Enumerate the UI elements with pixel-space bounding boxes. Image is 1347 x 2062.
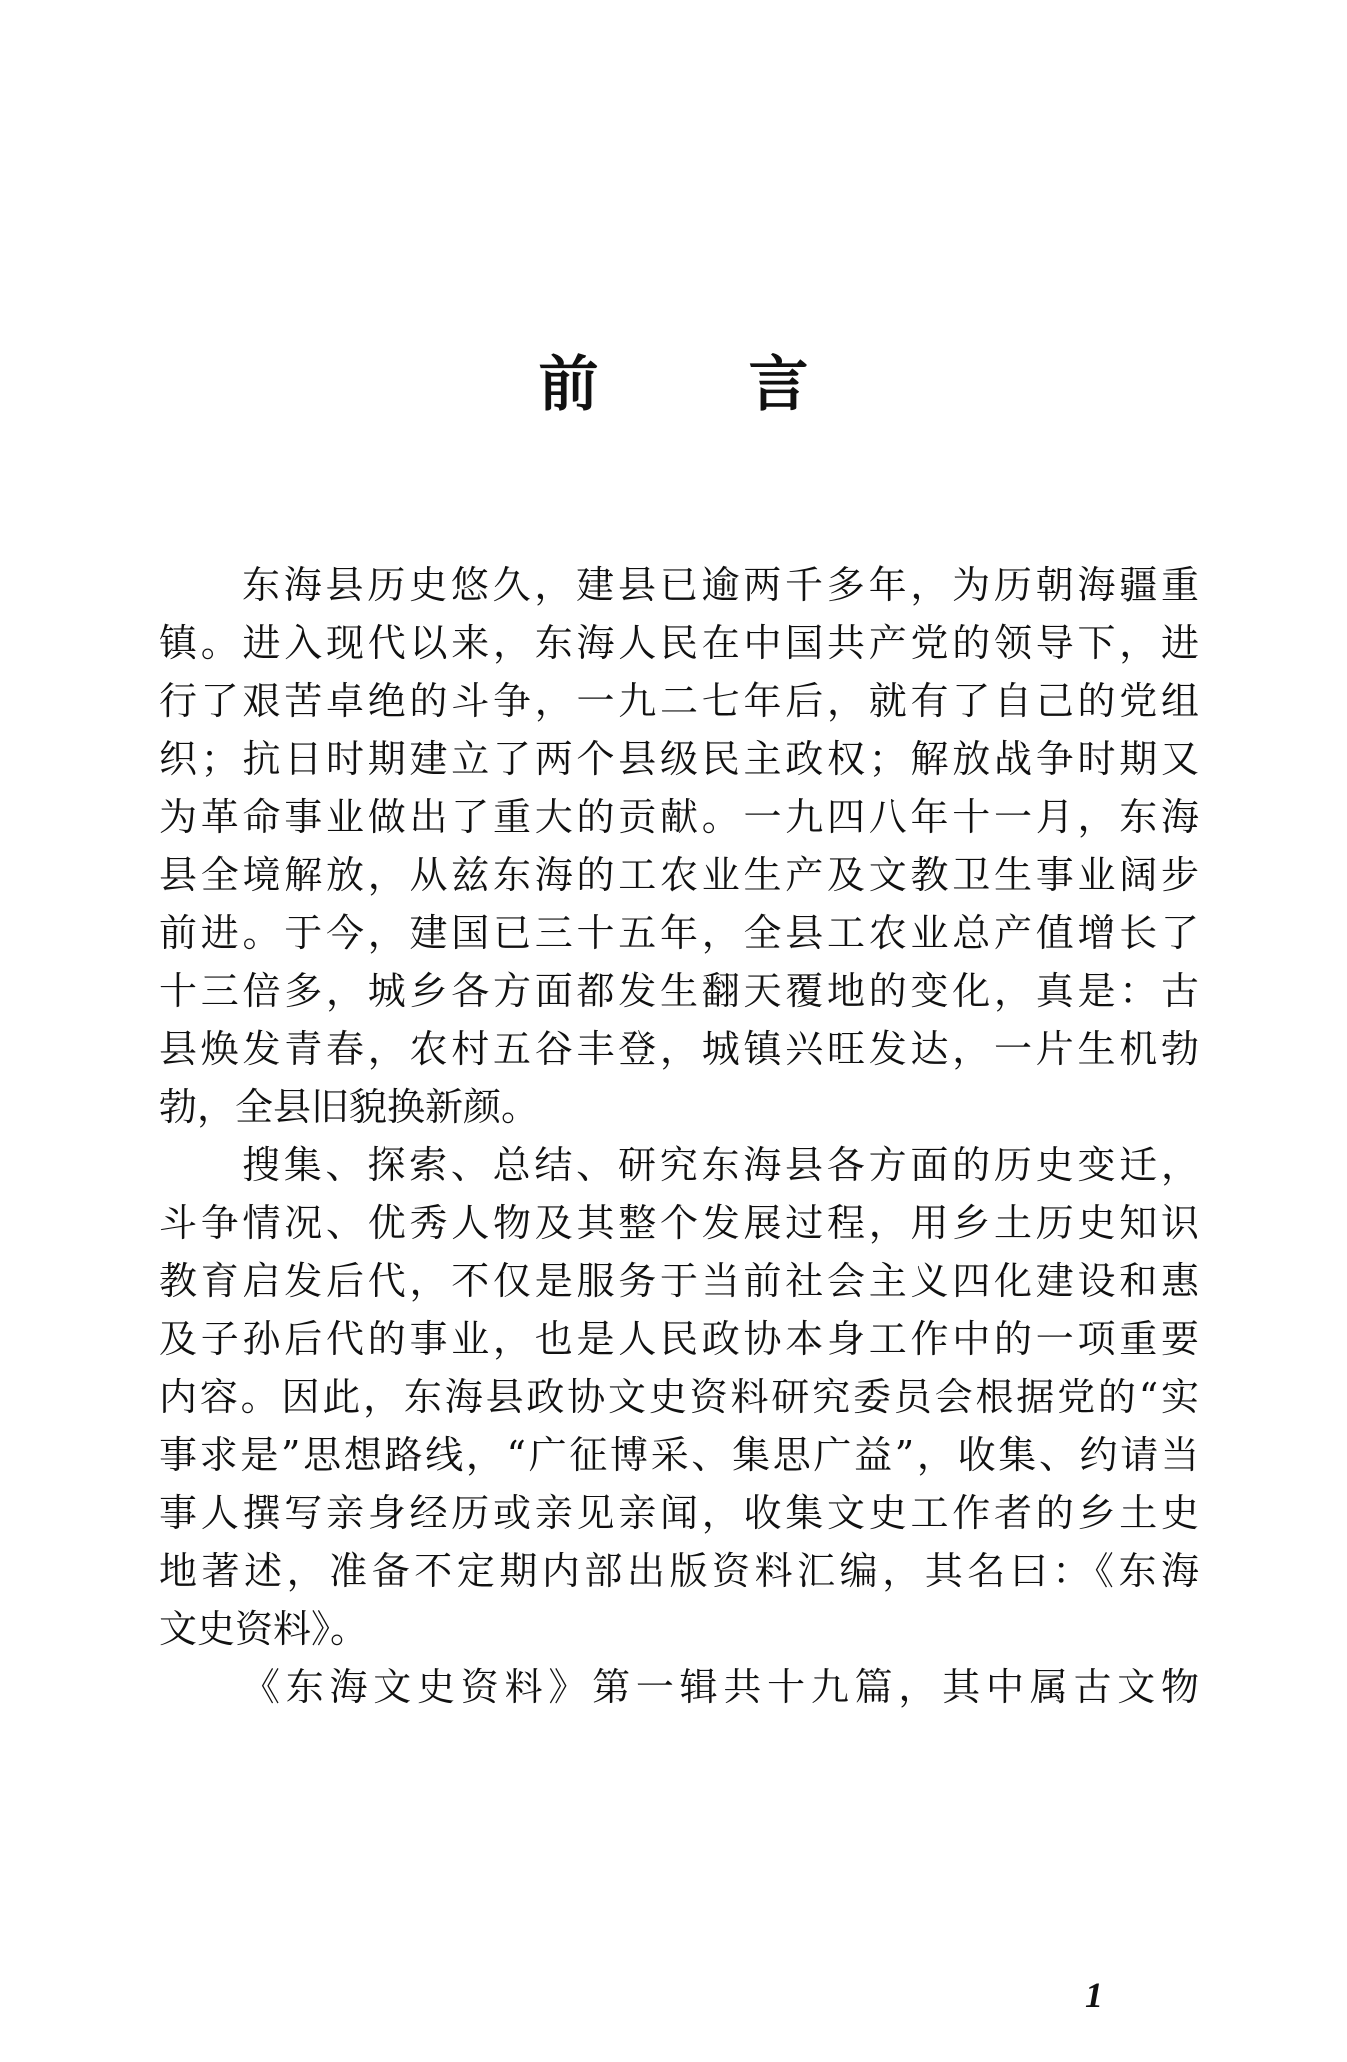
text-line: 斗争情况、优秀人物及其整个发展过程，用乡土历史知识 — [159, 1201, 1199, 1245]
text-line: 东海县历史悠久，建县已逾两千多年，为历朝海疆重 — [242, 563, 1199, 607]
text-line: 织；抗日时期建立了两个县级民主政权；解放战争时期又 — [159, 737, 1199, 781]
text-line: 文史资料》。 — [159, 1607, 369, 1651]
text-line: 行了艰苦卓绝的斗争，一九二七年后，就有了自己的党组 — [159, 679, 1199, 723]
text-line: 事人撰写亲身经历或亲见亲闻，收集文史工作者的乡土史 — [159, 1491, 1199, 1535]
text-line: 县全境解放，从兹东海的工农业生产及文教卫生事业阔步 — [159, 853, 1199, 897]
title-char-2: 言 — [748, 350, 809, 420]
text-line: 县焕发青春，农村五谷丰登，城镇兴旺发达，一片生机勃 — [159, 1027, 1199, 1071]
text-line: 地著述，准备不定期内部出版资料汇编，其名曰：《东海 — [159, 1549, 1199, 1593]
text-line: 前进。于今，建国已三十五年，全县工农业总产值增长了 — [159, 911, 1199, 955]
text-line: 镇。进入现代以来，东海人民在中国共产党的领导下，进 — [159, 621, 1199, 665]
text-line: 及子孙后代的事业，也是人民政协本身工作中的一项重要 — [159, 1317, 1199, 1361]
page-number: 1 — [1085, 1975, 1103, 2015]
body-text — [159, 556, 1199, 1716]
text-line: 《东海文史资料》第一辑共十九篇，其中属古文物 — [242, 1665, 1199, 1709]
title-char-1: 前 — [538, 350, 599, 420]
text-line: 内容。因此，东海县政协文史资料研究委员会根据党的“实 — [159, 1375, 1199, 1419]
page-title — [0, 345, 1347, 425]
text-line: 教育启发后代，不仅是服务于当前社会主义四化建设和惠 — [159, 1259, 1199, 1303]
text-line: 事求是”思想路线，“广征博采、集思广益”，收集、约请当 — [159, 1433, 1199, 1477]
text-line: 为革命事业做出了重大的贡献。一九四八年十一月，东海 — [159, 795, 1199, 839]
text-line: 勃，全县旧貌换新颜。 — [159, 1085, 540, 1129]
text-line: 十三倍多，城乡各方面都发生翻天覆地的变化，真是：古 — [159, 969, 1199, 1013]
text-line: 搜集、探索、总结、研究东海县各方面的历史变迁， — [242, 1143, 1199, 1187]
